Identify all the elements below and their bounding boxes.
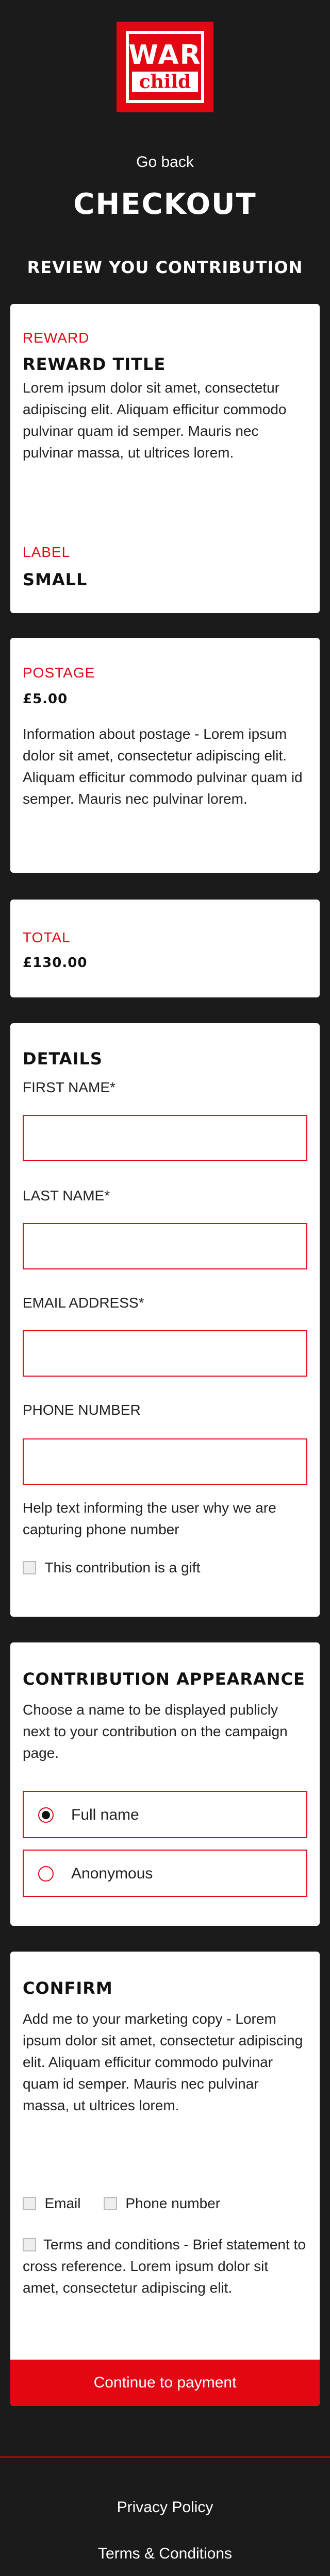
logo-word-war: WAR xyxy=(128,40,202,71)
details-heading: DETAILS xyxy=(23,1049,103,1069)
continue-to-payment-button[interactable]: Continue to payment xyxy=(10,2360,320,2406)
confirm-card xyxy=(10,1952,320,2406)
marketing-consent-text: Add me to your marketing copy - Lorem ipsum dolor sit amet, consectetur adipiscing elit. Aliquam efficitur commodo pulvinar quam id semper. Mauris nec pulvinar massa, ut ultrices lorem. xyxy=(23,2011,303,2113)
privacy-policy-link[interactable]: Privacy Policy xyxy=(117,2499,213,2516)
war-child-logo[interactable] xyxy=(117,22,213,112)
first-name-field[interactable] xyxy=(23,1115,307,1161)
first-name-label: FIRST NAME* xyxy=(23,1079,116,1095)
appearance-heading: CONTRIBUTION APPEARANCE xyxy=(23,1669,305,1689)
terms-option xyxy=(23,2234,307,2299)
footer-divider-top xyxy=(0,2456,330,2458)
contact-options xyxy=(23,2193,307,2215)
terms-text: Terms and conditions - Brief statement to cross reference. Lorem ipsum dolor sit amet, consectetur adipiscing elit. xyxy=(23,2236,306,2296)
phone-checkbox[interactable] xyxy=(104,2197,117,2210)
radio-unselected-icon[interactable] xyxy=(38,1866,54,1882)
last-name-label: LAST NAME* xyxy=(23,1188,110,1204)
logo-word-child: child xyxy=(132,72,199,92)
reward-label: REWARD xyxy=(23,330,90,346)
postage-amount: £5.00 xyxy=(23,691,68,707)
reward-description: Lorem ipsum dolor sit amet, consectetur adipiscing elit. Aliquam efficitur commodo pulvinar quam id semper. Mauris nec pulvinar massa, ut ultrices lorem. xyxy=(23,380,287,461)
radio-label-anonymous: Anonymous xyxy=(71,1865,153,1882)
contribution-appearance-card xyxy=(10,1642,320,1926)
phone-field[interactable] xyxy=(23,1438,307,1485)
postage-label: POSTAGE xyxy=(23,665,95,681)
radio-label-full-name: Full name xyxy=(71,1806,139,1823)
terms-conditions-link[interactable]: Terms & Conditions xyxy=(97,2545,233,2562)
appearance-description: Choose a name to be displayed publicly next to your contribution on the campaign page. xyxy=(23,1702,288,1761)
page-subtitle: REVIEW YOU CONTRIBUTION xyxy=(27,258,303,277)
reward-card xyxy=(10,304,320,613)
email-option-label: Email xyxy=(44,2195,81,2211)
radio-option-full-name[interactable] xyxy=(23,1791,307,1838)
radio-selected-icon[interactable] xyxy=(38,1807,54,1823)
phone-option-label: Phone number xyxy=(125,2195,221,2211)
reward-title: REWARD TITLE xyxy=(23,354,166,374)
postage-description: Information about postage - Lorem ipsum dolor sit amet, consectetur adipiscing elit. Aliquam efficitur commodo pulvinar quam id semper. Mauris nec pulvinar lorem. xyxy=(23,726,303,807)
details-card xyxy=(10,1023,320,1617)
total-label: TOTAL xyxy=(23,929,71,945)
email-label: EMAIL ADDRESS* xyxy=(23,1295,144,1311)
label-heading: LABEL xyxy=(23,544,71,560)
email-checkbox[interactable] xyxy=(23,2197,36,2210)
phone-help-text: Help text informing the user why we are capturing phone number xyxy=(23,1500,276,1537)
total-card xyxy=(10,900,320,997)
total-amount: £130.00 xyxy=(23,955,88,971)
last-name-field[interactable] xyxy=(23,1223,307,1269)
gift-label: This contribution is a gift xyxy=(44,1560,201,1575)
label-value: SMALL xyxy=(23,570,88,589)
gift-checkbox[interactable] xyxy=(23,1561,36,1574)
phone-label: PHONE NUMBER xyxy=(23,1402,141,1418)
radio-option-anonymous[interactable] xyxy=(23,1850,307,1897)
postage-card xyxy=(10,638,320,873)
confirm-heading: CONFIRM xyxy=(23,1978,113,1998)
go-back-link[interactable]: Go back xyxy=(136,154,194,171)
page-title: CHECKOUT xyxy=(73,188,257,221)
gift-option[interactable] xyxy=(23,1557,307,1580)
terms-checkbox[interactable] xyxy=(23,2238,36,2251)
email-field[interactable] xyxy=(23,1330,307,1377)
